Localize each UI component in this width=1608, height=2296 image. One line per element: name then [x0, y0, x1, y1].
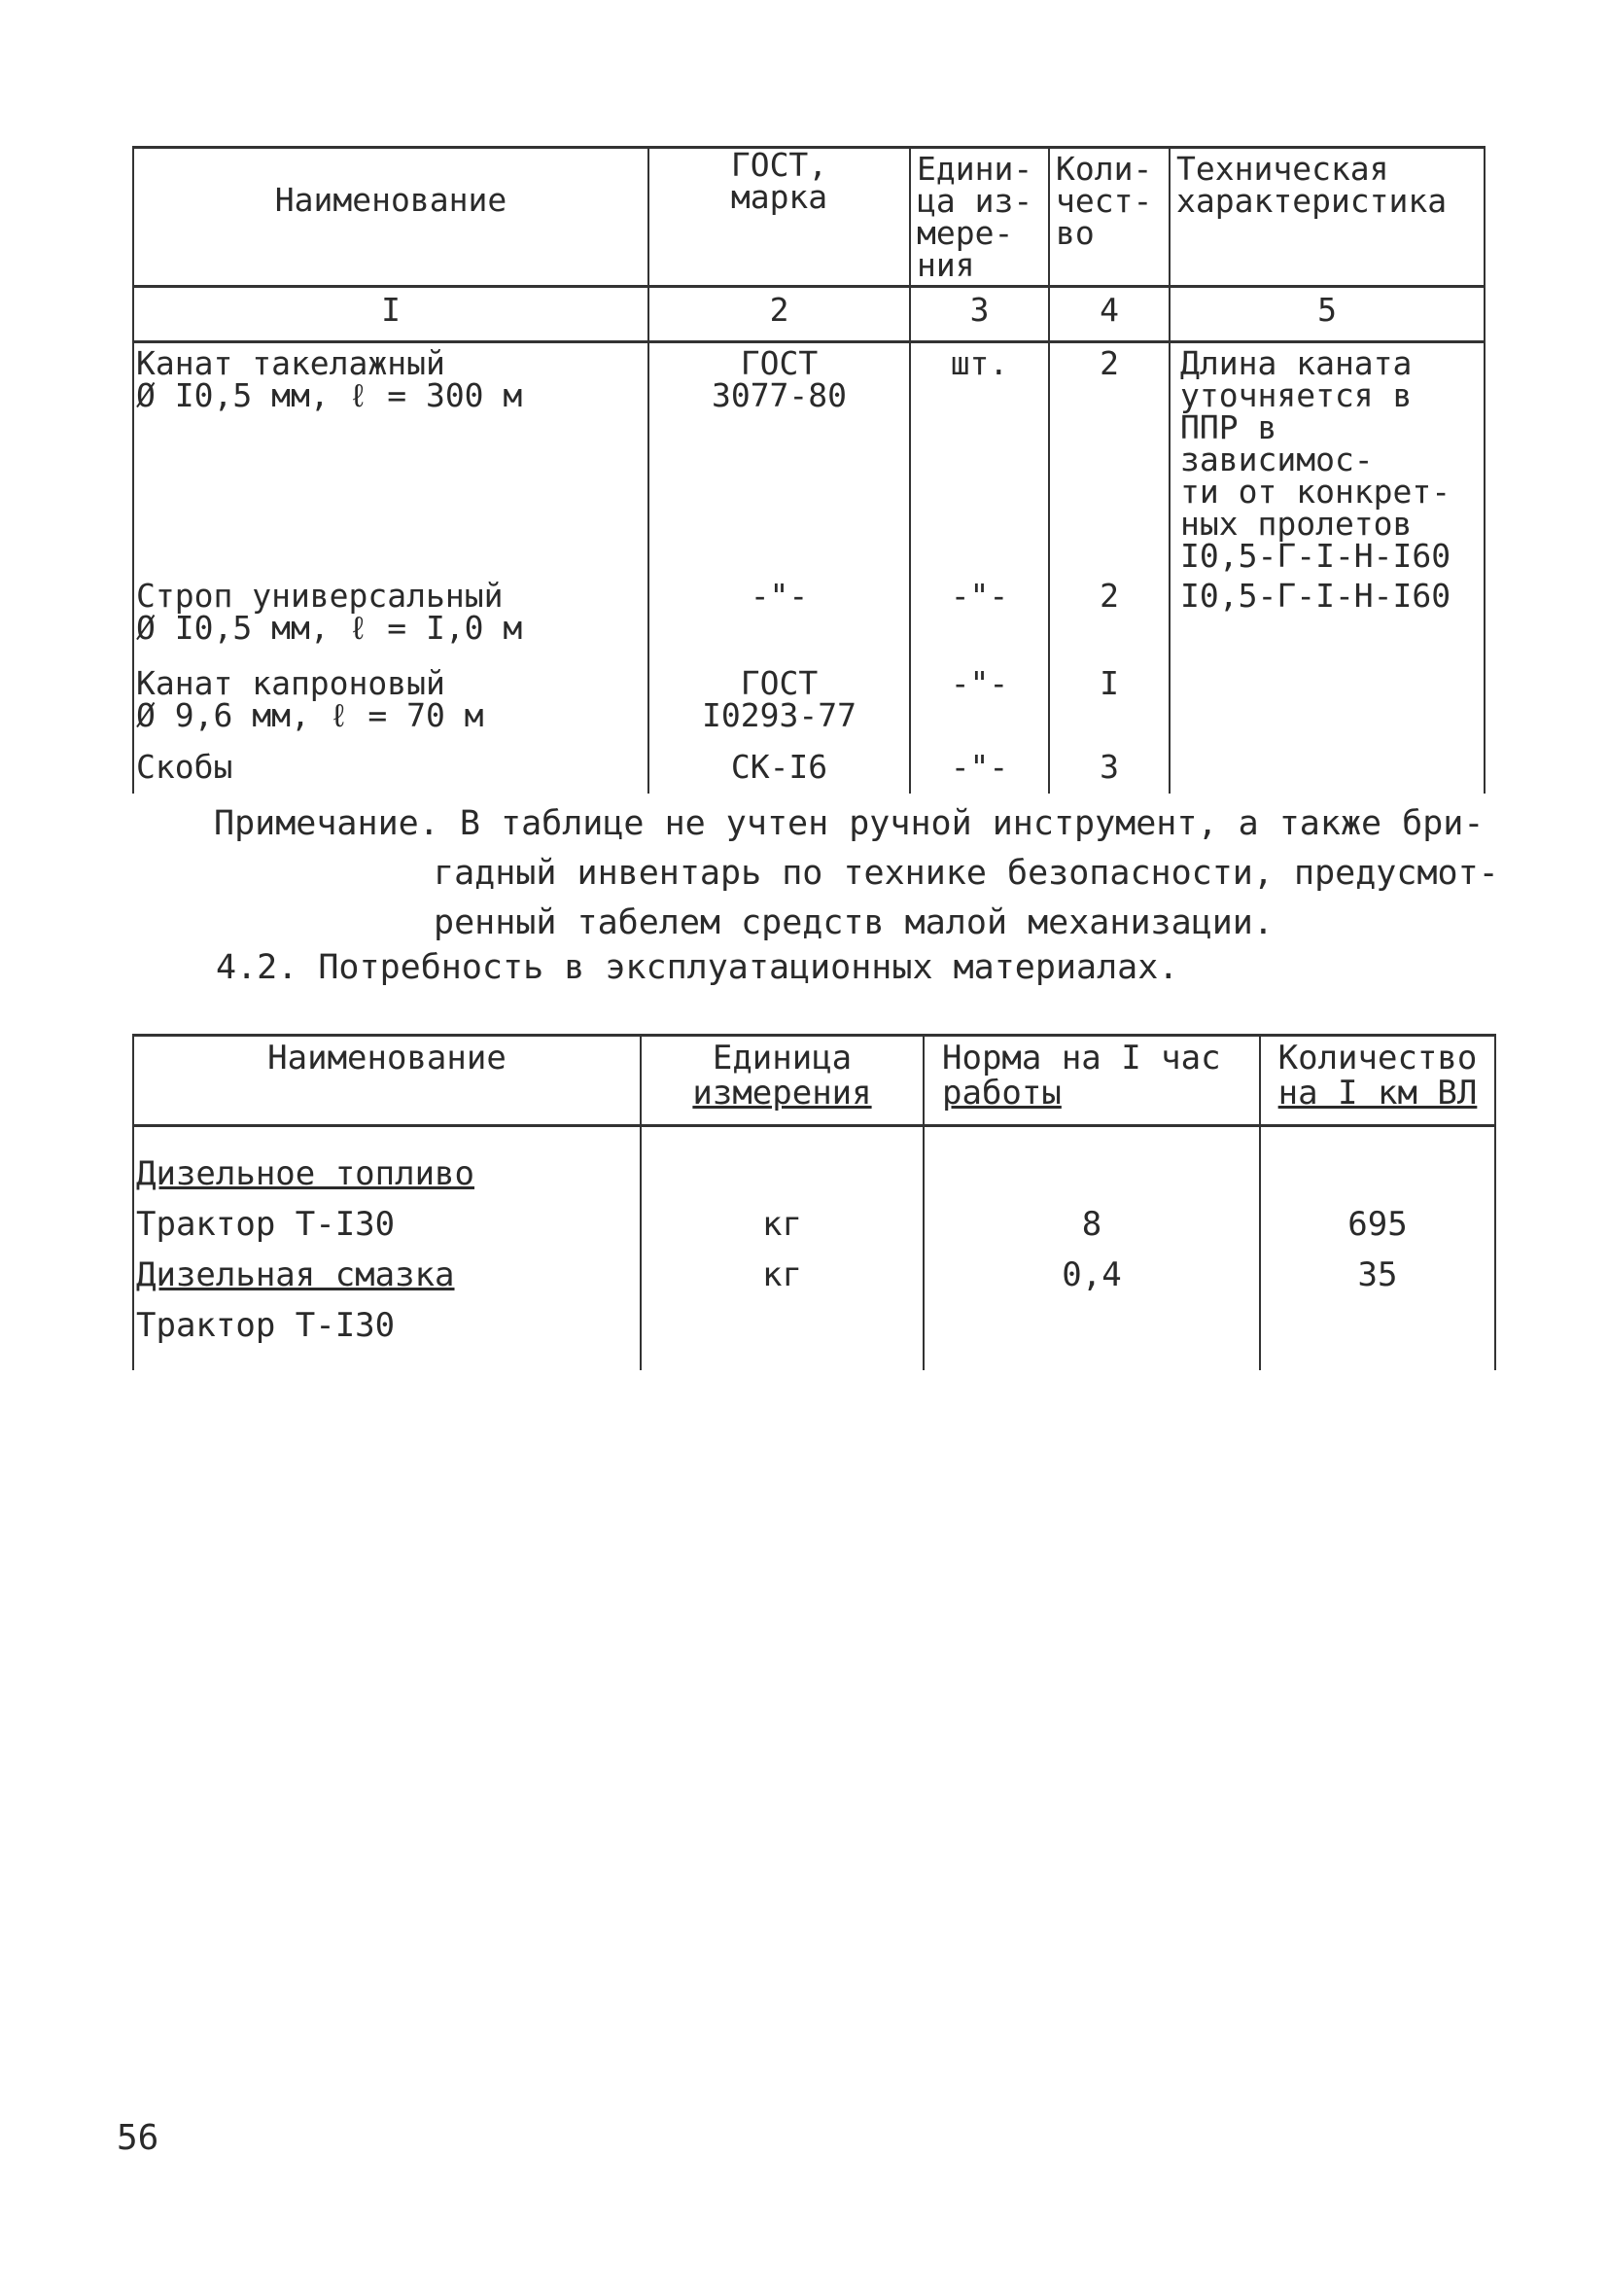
table-row	[133, 576, 1485, 663]
item-tech: Длина каната уточняется в ППР в зависимос- ти от конкрет- ных пролетов I0,5-Г-I-Н-I60	[1170, 342, 1485, 577]
item-unit: -"-	[910, 747, 1049, 794]
material-norm	[924, 1304, 1260, 1370]
section-heading: 4.2. Потребность в эксплуатационных материалах.	[216, 948, 1179, 987]
note-line: гадный инвентарь по технике безопасности, предусмот-	[434, 854, 1499, 893]
materials-table	[132, 1034, 1496, 1370]
note-line: Примечание. В таблице не учтен ручной инструмент, а также бри-	[214, 804, 1485, 843]
column-number: I	[133, 287, 648, 342]
column-number: 3	[910, 287, 1049, 342]
header-name: Наименование	[133, 1036, 641, 1126]
material-qty	[1260, 1126, 1495, 1204]
material-unit: кг	[641, 1203, 924, 1254]
header-unit: Едини- ца из- мере- ния	[910, 148, 1049, 287]
table-row	[133, 1203, 1495, 1254]
item-qty: 2	[1049, 576, 1170, 663]
material-unit	[641, 1126, 924, 1204]
column-number-row	[133, 287, 1485, 342]
material-unit: кг	[641, 1254, 924, 1304]
material-unit	[641, 1304, 924, 1370]
material-qty: 695	[1260, 1203, 1495, 1254]
table-row	[133, 1304, 1495, 1370]
header-unit: Единица измерения	[641, 1036, 924, 1126]
item-name: Канат капроновый Ø 9,6 мм, ℓ = 70 м	[133, 663, 648, 747]
item-gost: СК-I6	[648, 747, 910, 794]
note-line: ренный табелем средств малой механизации.	[434, 903, 1274, 942]
item-gost: -"-	[648, 576, 910, 663]
header-norm: Норма на I час работы	[924, 1036, 1260, 1126]
table-row	[133, 1254, 1495, 1304]
material-norm: 8	[924, 1203, 1260, 1254]
column-number: 4	[1049, 287, 1170, 342]
material-name: Трактор Т-I30	[133, 1203, 641, 1254]
table-row	[133, 663, 1485, 747]
item-name: Скобы	[133, 747, 648, 794]
item-unit: -"-	[910, 663, 1049, 747]
column-number: 2	[648, 287, 910, 342]
item-gost: ГОСТ 3077-80	[648, 342, 910, 577]
item-tech	[1170, 663, 1485, 747]
item-unit: -"-	[910, 576, 1049, 663]
item-gost: ГОСТ I0293-77	[648, 663, 910, 747]
header-qty: Коли- чест- во	[1049, 148, 1170, 287]
item-qty: 2	[1049, 342, 1170, 577]
table-note	[214, 799, 1517, 948]
table-row	[133, 747, 1485, 794]
header-gost: ГОСТ, марка	[648, 148, 910, 287]
header-qty: Количество на I км ВЛ	[1260, 1036, 1495, 1126]
item-tech	[1170, 747, 1485, 794]
material-name: Дизельная смазка	[133, 1254, 641, 1304]
header-name: Наименование	[133, 148, 648, 287]
table-row	[133, 1126, 1495, 1204]
header-tech: Техническая характеристика	[1170, 148, 1485, 287]
material-qty: 35	[1260, 1254, 1495, 1304]
item-tech: I0,5-Г-I-Н-I60	[1170, 576, 1485, 663]
material-name: Трактор Т-I30	[133, 1304, 641, 1370]
material-qty	[1260, 1304, 1495, 1370]
item-name: Строп универсальный Ø I0,5 мм, ℓ = I,0 м	[133, 576, 648, 663]
table-row	[133, 342, 1485, 577]
item-qty: 3	[1049, 747, 1170, 794]
item-qty: I	[1049, 663, 1170, 747]
equipment-table-header	[133, 148, 1485, 287]
material-norm	[924, 1126, 1260, 1204]
page-number: 56	[117, 2118, 159, 2158]
materials-table-header	[133, 1036, 1495, 1126]
equipment-table	[132, 146, 1486, 794]
column-number: 5	[1170, 287, 1485, 342]
item-unit: шт.	[910, 342, 1049, 577]
material-norm: 0,4	[924, 1254, 1260, 1304]
item-name: Канат такелажный Ø I0,5 мм, ℓ = 300 м	[133, 342, 648, 577]
material-name: Дизельное топливо	[133, 1126, 641, 1204]
